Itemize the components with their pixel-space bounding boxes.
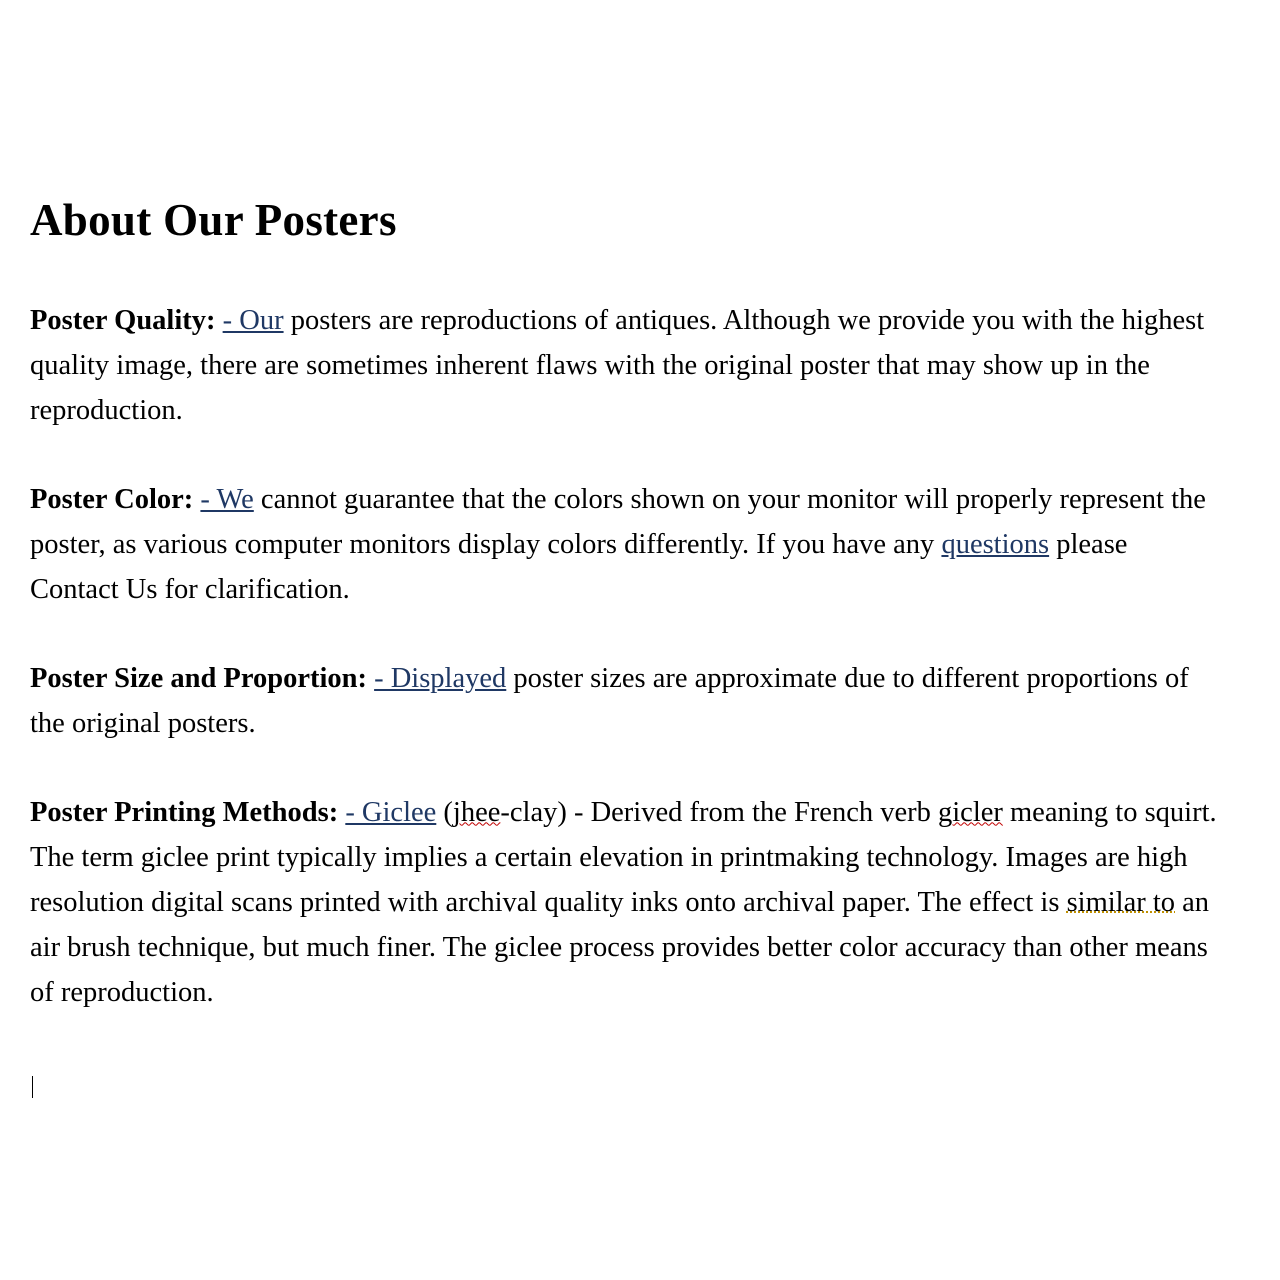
section-poster-printing-methods [30,790,1220,1015]
section-body-printing-part3: meaning to squirt. The term giclee print typically implies a certain elevation in printmaking technology. Images are high resolution digital scans printed with archival quality inks onto archival paper. The effect is [30,796,1217,918]
section-poster-quality [30,298,1220,433]
spelling-flag-jhee: jhee [452,796,501,828]
text-cursor [32,1076,33,1098]
document-content [30,196,1220,1015]
section-heading-poster-quality: Poster Quality: [30,304,216,336]
section-body-printing-part2: -clay) - Derived from the French verb [500,796,938,828]
section-poster-size-and-proportion [30,656,1220,746]
section-body-poster-color-part2: please Contact Us for clarification. [30,528,1128,605]
section-heading-poster-printing: Poster Printing Methods: [30,796,339,828]
link-we[interactable]: - We [200,483,254,515]
link-giclee[interactable]: - Giclee [345,796,437,828]
section-heading-poster-color: Poster Color: [30,483,194,515]
section-body-printing-part1: ( [436,796,453,828]
section-body-poster-color-part1: cannot guarantee that the colors shown on your monitor will properly represent the poster, as various computer monitors display colors differently. If you have any [30,483,1206,560]
section-body-poster-size: poster sizes are approximate due to different proportions of the original posters. [30,662,1189,739]
section-poster-color [30,477,1220,612]
section-body-poster-quality: posters are reproductions of antiques. Although we provide you with the highest quality image, there are sometimes inherent flaws with the original poster that may show up in the reproduction. [30,304,1205,426]
link-displayed[interactable]: - Displayed [374,662,507,694]
link-our[interactable]: - Our [222,304,284,336]
spelling-flag-gicler: gicler [938,796,1003,828]
section-heading-poster-size: Poster Size and Proportion: [30,662,367,694]
section-body-printing-part4: an air brush technique, but much finer. The giclee process provides better color accuracy than other means of reproduction. [30,886,1210,1008]
link-questions[interactable]: questions [941,528,1050,560]
page-title: About Our Posters [30,195,397,245]
grammar-flag-similar-to: similar to [1066,886,1176,918]
